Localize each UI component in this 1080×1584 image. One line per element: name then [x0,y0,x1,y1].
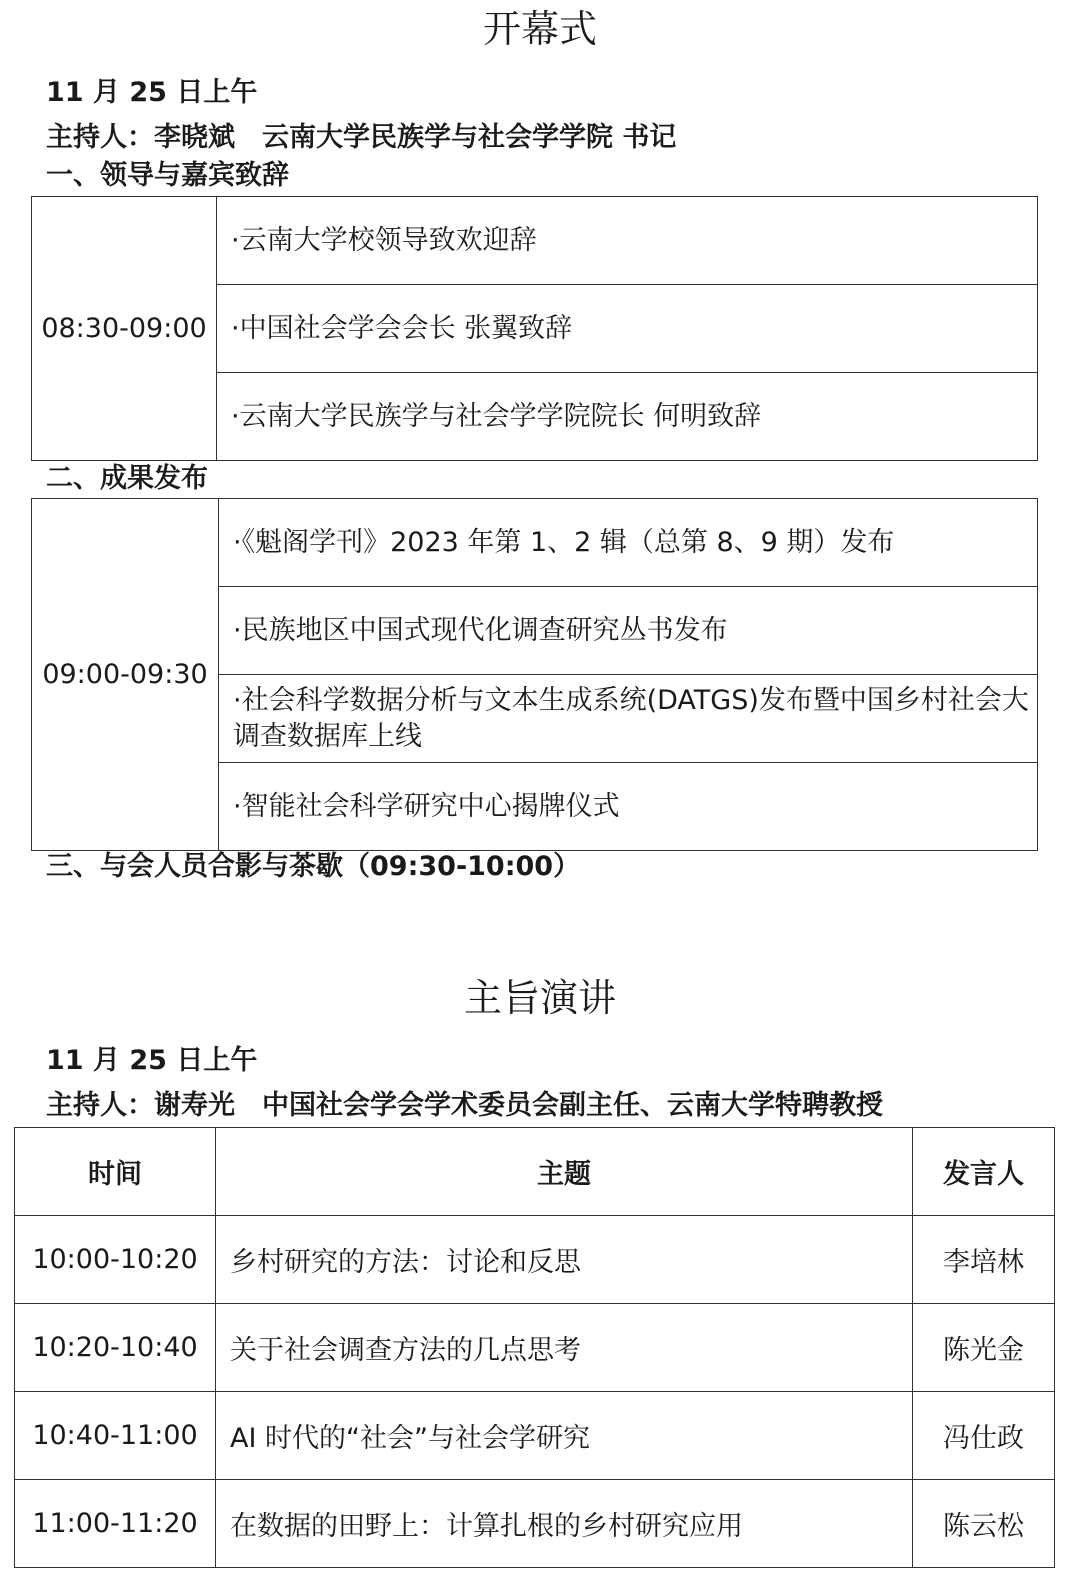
row-topic: 关于社会调查方法的几点思考 [216,1304,913,1392]
header-topic: 主题 [216,1128,913,1216]
row-time: 10:00-10:20 [15,1216,216,1304]
agenda-item: ·云南大学民族学与社会学学院院长 何明致辞 [217,373,1038,461]
row-time: 10:20-10:40 [15,1304,216,1392]
time-slot: 09:00-09:30 [32,499,219,851]
row-speaker: 李培林 [913,1216,1055,1304]
keynote-table [14,1127,1055,1568]
agenda-item: ·《魁阁学刊》2023 年第 1、2 辑（总第 8、9 期）发布 [219,499,1038,587]
keynote-date: 11 月 25 日上午 [46,1045,258,1076]
table-row [15,1216,1055,1304]
keynote-host: 主持人：谢寿光 中国社会学会学术委员会副主任、云南大学特聘教授 [46,1090,883,1121]
agenda-item: ·社会科学数据分析与文本生成系统(DATGS)发布暨中国乡村社会大调查数据库上线 [219,675,1038,763]
opening-title: 开幕式 [482,7,597,51]
header-time: 时间 [15,1128,216,1216]
agenda-item: ·智能社会科学研究中心揭牌仪式 [219,763,1038,851]
section-3-heading: 三、与会人员合影与茶歇（09:30-10:00） [46,851,581,882]
row-speaker: 冯仕政 [913,1392,1055,1480]
agenda-item: ·云南大学校领导致欢迎辞 [217,197,1038,285]
release-table [31,498,1038,851]
speeches-table [31,196,1038,461]
opening-host: 主持人：李晓斌 云南大学民族学与社会学学院 书记 [46,122,677,153]
table-row [15,1304,1055,1392]
row-topic: 在数据的田野上：计算扎根的乡村研究应用 [216,1480,913,1568]
agenda-item: ·民族地区中国式现代化调查研究丛书发布 [219,587,1038,675]
table-row [15,1392,1055,1480]
row-time: 11:00-11:20 [15,1480,216,1568]
row-topic: AI 时代的“社会”与社会学研究 [216,1392,913,1480]
table-row [15,1480,1055,1568]
keynote-title: 主旨演讲 [463,976,616,1020]
agenda-item: ·中国社会学会会长 张翼致辞 [217,285,1038,373]
section-2-heading: 二、成果发布 [46,463,208,494]
row-topic: 乡村研究的方法：讨论和反思 [216,1216,913,1304]
row-speaker: 陈光金 [913,1304,1055,1392]
header-speaker: 发言人 [913,1128,1055,1216]
row-time: 10:40-11:00 [15,1392,216,1480]
row-speaker: 陈云松 [913,1480,1055,1568]
table-header-row [15,1128,1055,1216]
opening-date: 11 月 25 日上午 [46,77,258,108]
time-slot: 08:30-09:00 [32,197,217,461]
section-1-heading: 一、领导与嘉宾致辞 [46,160,289,191]
